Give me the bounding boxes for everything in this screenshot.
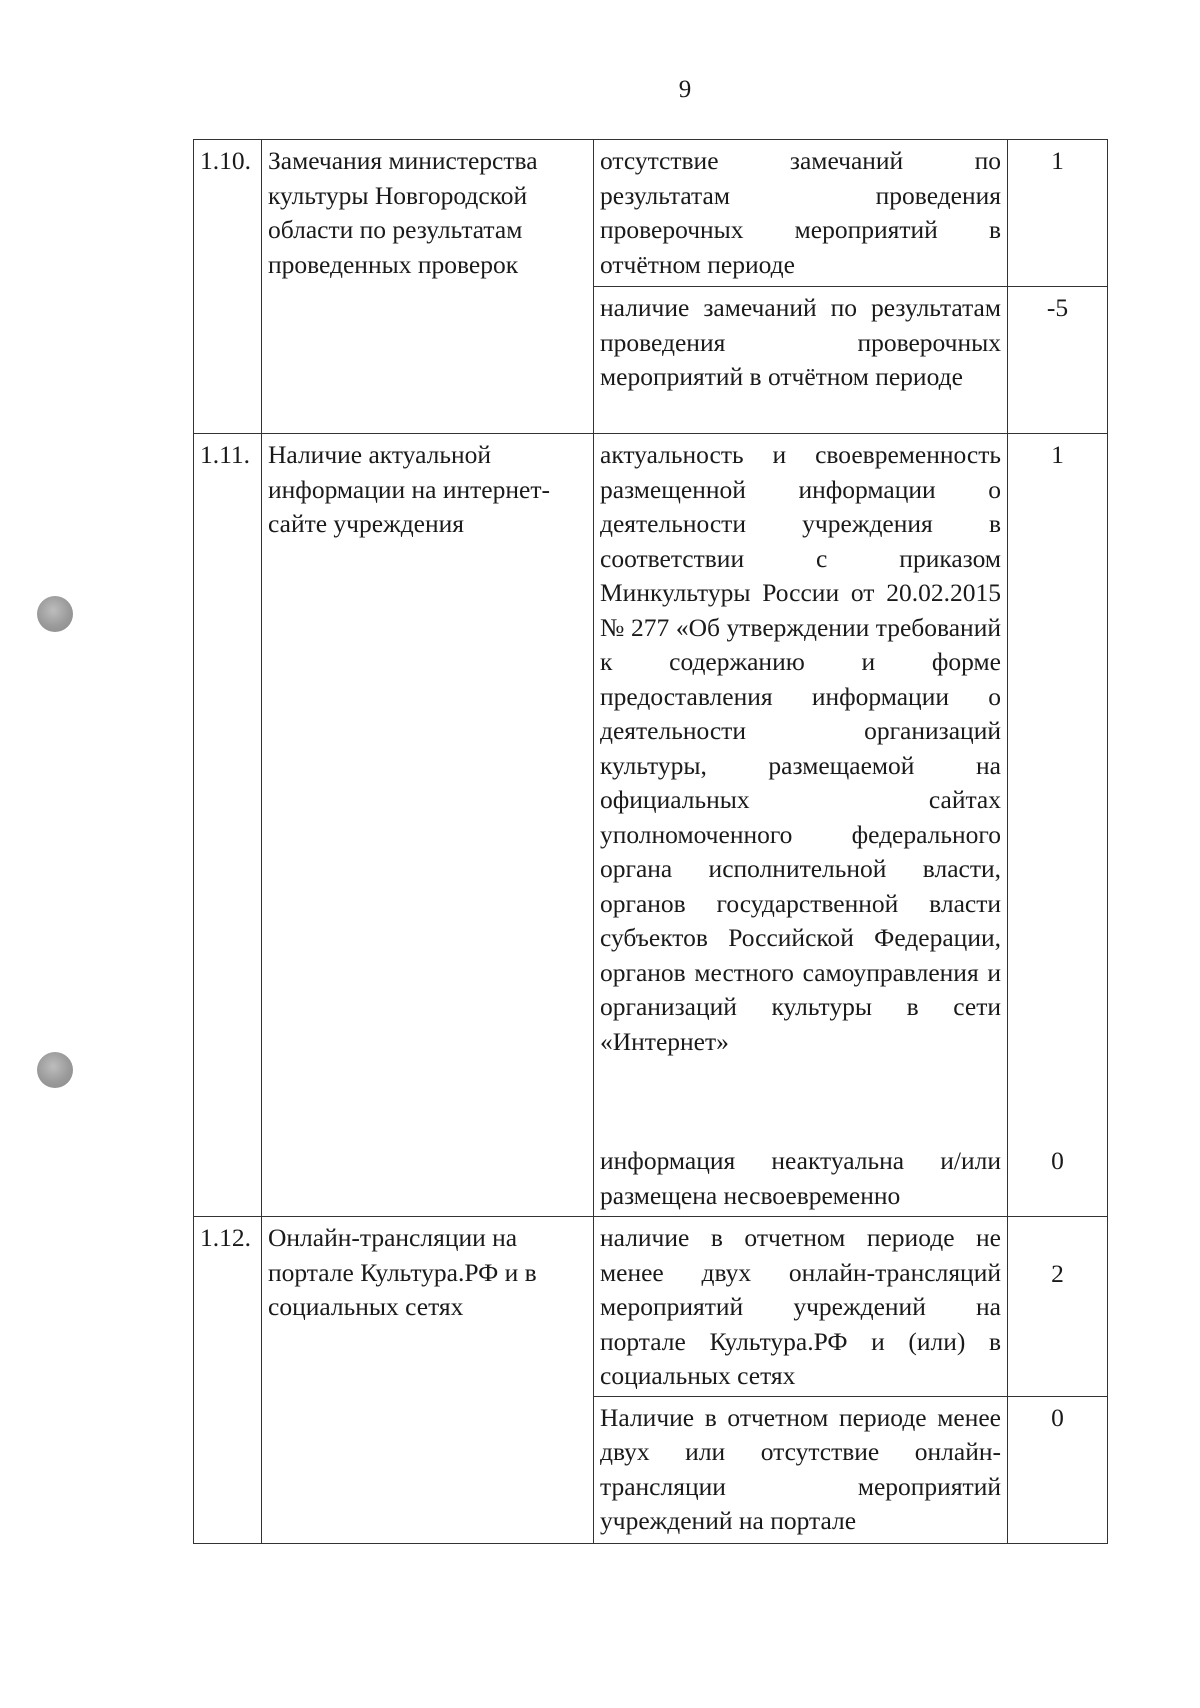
option-description: Наличие в отчетном периоде менее двух или отсутствие онлайн-трансляции мероприятий учреждений на портале [594,1396,1008,1543]
row-number: 1.10. [194,140,262,434]
option-score: 1 [1008,140,1108,287]
option-score: -5 [1008,287,1108,434]
punch-hole-top [37,596,73,632]
page-number: 9 [678,76,692,103]
table-row [194,140,1108,287]
option-score: 1 [1008,434,1108,1141]
option-score: 0 [1008,1396,1108,1543]
criterion-cell: Наличие актуальной информации на интернет-сайте учреждения [262,434,594,1217]
row-number: 1.11. [194,434,262,1217]
option-score: 2 [1008,1217,1108,1397]
criteria-table [193,139,1108,1544]
punch-hole-bottom [37,1052,73,1088]
option-description: информация неактуальна и/или размещена несвоевременно [594,1140,1008,1217]
option-description: отсутствие замечаний по результатам проведения проверочных мероприятий в отчётном периоде [594,140,1008,287]
table-row [194,1217,1108,1397]
criterion-cell: Онлайн-трансляции на портале Культура.РФ и в социальных сетях [262,1217,594,1544]
row-number: 1.12. [194,1217,262,1544]
criterion-cell: Замечания министерства культуры Новгородской области по результатам проведенных проверок [262,140,594,434]
table-row [194,434,1108,1141]
option-description: наличие замечаний по результатам проведения проверочных мероприятий в отчётном периоде [594,287,1008,434]
option-description: наличие в отчетном периоде не менее двух онлайн-трансляций мероприятий учреждений на портале Культура.РФ и (или) в социальных сетях [594,1217,1008,1397]
option-score: 0 [1008,1140,1108,1217]
option-description: актуальность и своевременность размещенной информации о деятельности учреждения в соответствии с приказом Минкультуры России от 20.02.2015 № 277 «Об утверждении требований к содержанию и форме предоставления информации о деятельности организаций культуры, размещаемой на официальных сайтах уполномоченного федерального органа исполнительной власти, органов государственной власти субъектов Российской Федерации, органов местного самоуправления и организаций культуры в сети «Интернет» [594,434,1008,1141]
